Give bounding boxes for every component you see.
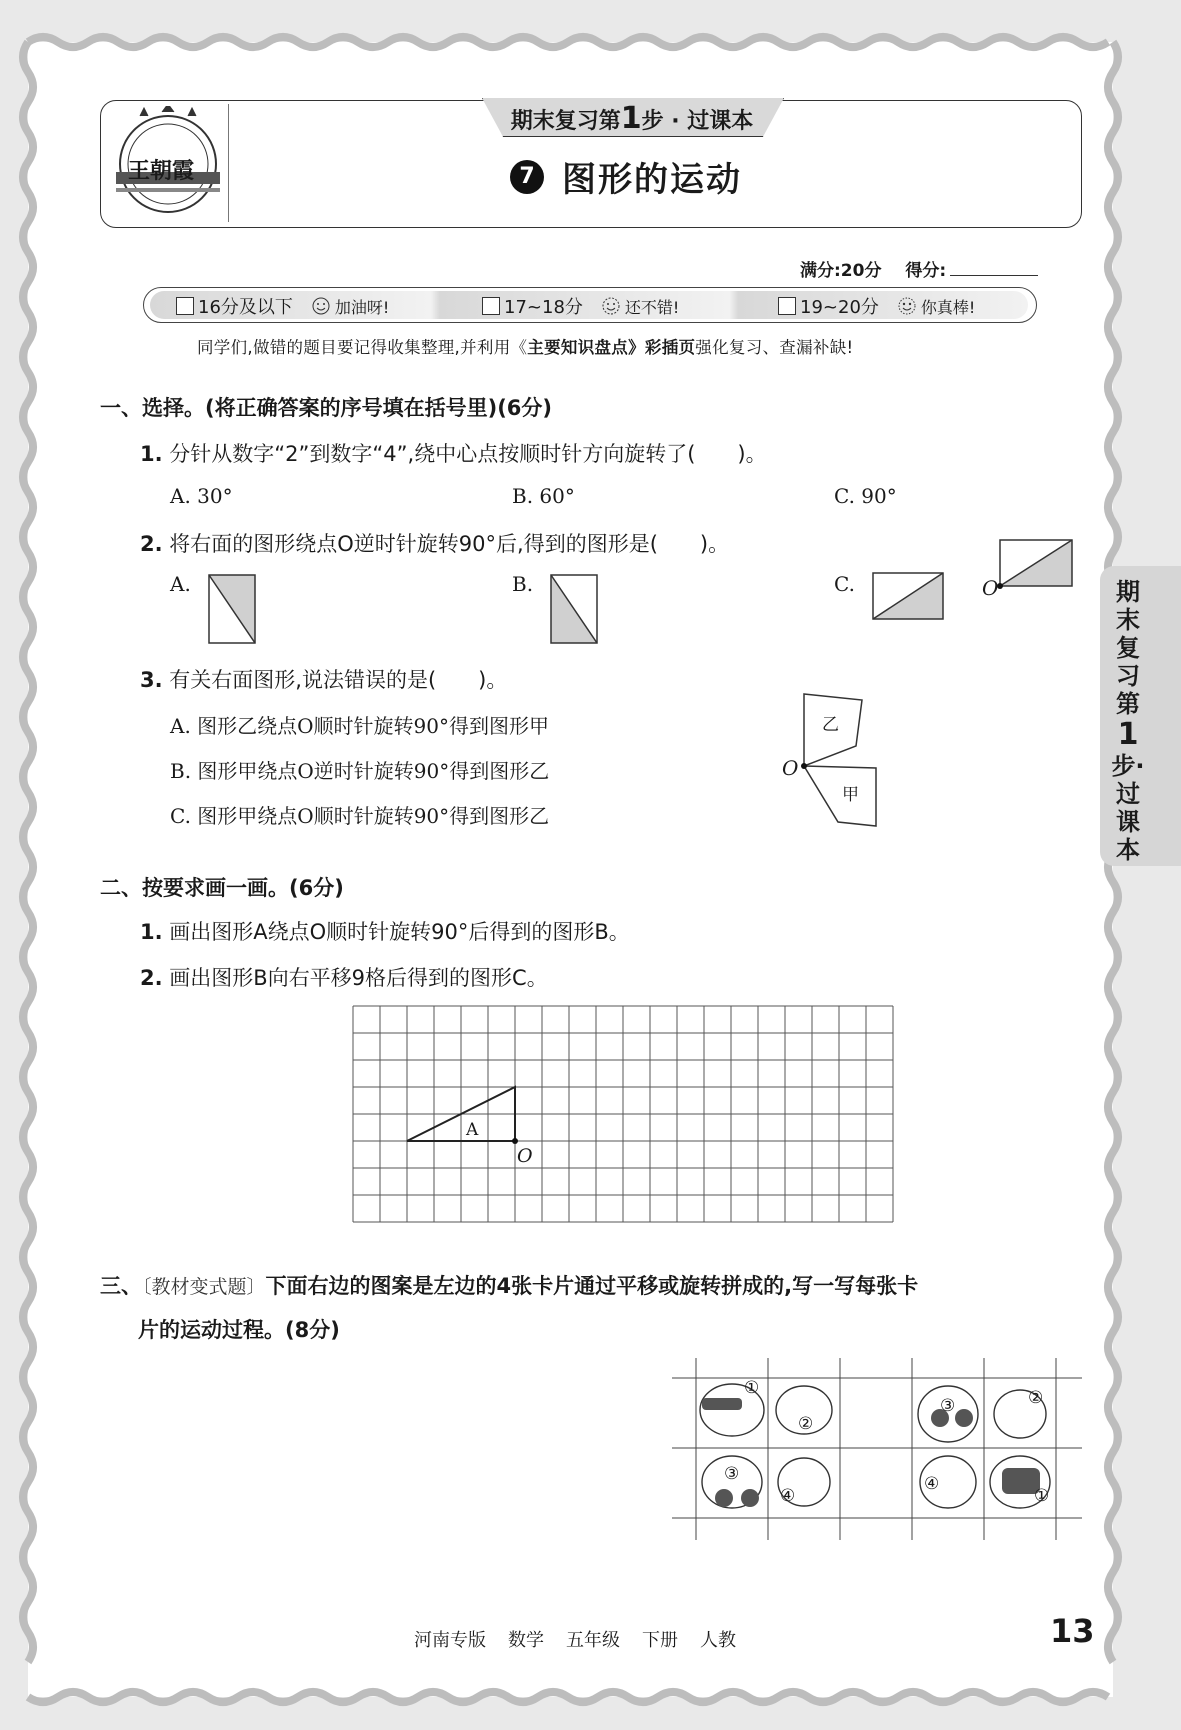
option-c-figure[interactable] xyxy=(870,570,946,622)
card-label-4: ④ xyxy=(780,1486,796,1506)
option-c[interactable]: C. 90° xyxy=(834,484,897,508)
option-a[interactable]: A. 30° xyxy=(170,484,233,508)
option-a[interactable]: A. 图形乙绕点O顺时针旋转90°得到图形甲 xyxy=(170,714,550,738)
question-tag: 〔教材变式题〕 xyxy=(142,1276,266,1298)
card-label-2: ② xyxy=(798,1414,814,1434)
card-label-4: ④ xyxy=(924,1474,940,1494)
option-b[interactable]: B. 图形甲绕点O逆时针旋转90°得到图形乙 xyxy=(170,759,550,783)
full-score: 满分:20分 xyxy=(800,261,882,281)
card-label-3: ③ xyxy=(724,1464,740,1484)
smiley-icon xyxy=(601,296,621,316)
shape-a-label: A xyxy=(466,1120,479,1140)
q3-figure xyxy=(796,690,908,830)
point-o-label: O xyxy=(782,756,799,780)
page-title: 图形的运动 xyxy=(562,160,742,200)
shape-yi-label: 乙 xyxy=(822,715,839,735)
score-line xyxy=(800,256,1038,281)
instruction-note: 同学们,做错的题目要记得收集整理,并利用《主要知识盘点》彩插页强化复习、查漏补缺! xyxy=(197,338,854,357)
smiley-icon xyxy=(311,296,331,316)
option-a-figure[interactable] xyxy=(206,572,258,646)
rating-checkbox[interactable] xyxy=(176,297,194,315)
point-o-label: O xyxy=(517,1145,533,1167)
page-number: 13 xyxy=(1050,1612,1095,1650)
section-2-title: 二、按要求画一画。(6分) xyxy=(100,876,344,900)
card-label-3: ③ xyxy=(940,1396,956,1416)
score-label: 得分: xyxy=(905,261,947,281)
rating-checkbox[interactable] xyxy=(482,297,500,315)
question-1-1: 1. 分针从数字“2”到数字“4”,绕中心点按顺时针方向旋转了( )。 xyxy=(140,442,767,466)
question-2-2: 2. 画出图形B向右平移9格后得到的图形C。 xyxy=(140,966,548,990)
logo-divider xyxy=(228,104,229,222)
option-b-figure[interactable] xyxy=(548,572,600,646)
logo-text: 王朝霞 xyxy=(128,158,195,184)
shape-jia-label: 甲 xyxy=(842,785,859,805)
option-b[interactable]: B. xyxy=(512,572,534,596)
card-label-2: ② xyxy=(1028,1388,1044,1408)
step-label: 期末复习第1步 · 过课本 xyxy=(510,101,754,136)
section-1-title: 一、选择。(将正确答案的序号填在括号里)(6分) xyxy=(100,396,553,420)
section-3-title: 三、〔教材变式题〕下面右边的图案是左边的4张卡片通过平移或旋转拼成的,写一写每张卡 xyxy=(100,1274,919,1298)
rating-item: 19~20分 你真棒! xyxy=(778,293,975,319)
question-1-3: 3. 有关右面图形,说法错误的是( )。 xyxy=(140,668,508,692)
card-label-1: ① xyxy=(744,1378,760,1398)
footer: 河南专版 数学 五年级 下册 人教 xyxy=(414,1630,736,1651)
card-label-1: ① xyxy=(1034,1486,1050,1506)
chapter-number-badge: 7 xyxy=(510,160,544,194)
rating-item: 17~18分 还不错! xyxy=(482,293,679,319)
rating-item: 16分及以下 加油呀! xyxy=(176,293,389,319)
drawing-grid[interactable] xyxy=(352,1005,900,1225)
option-b[interactable]: B. 60° xyxy=(512,484,575,508)
smiley-icon xyxy=(897,296,917,316)
rating-checkbox[interactable] xyxy=(778,297,796,315)
score-blank[interactable] xyxy=(950,275,1038,276)
cards-figure xyxy=(672,1358,1082,1540)
question-2-1: 1. 画出图形A绕点O顺时针旋转90°后得到的图形B。 xyxy=(140,920,630,944)
chapter-title xyxy=(510,152,742,201)
point-o-label: O xyxy=(982,576,999,600)
side-tab-label: 期末复习第 1 步·过课本 xyxy=(1111,578,1145,864)
question-1-2: 2. 将右面的图形绕点O逆时针旋转90°后,得到的图形是( )。 xyxy=(140,532,730,556)
option-c[interactable]: C. 图形甲绕点O顺时针旋转90°得到图形乙 xyxy=(170,804,550,828)
option-a[interactable]: A. xyxy=(170,572,191,596)
section-3-title-cont: 片的运动过程。(8分) xyxy=(138,1318,340,1342)
option-c[interactable]: C. xyxy=(834,572,855,596)
step-number: 1 xyxy=(620,101,642,136)
